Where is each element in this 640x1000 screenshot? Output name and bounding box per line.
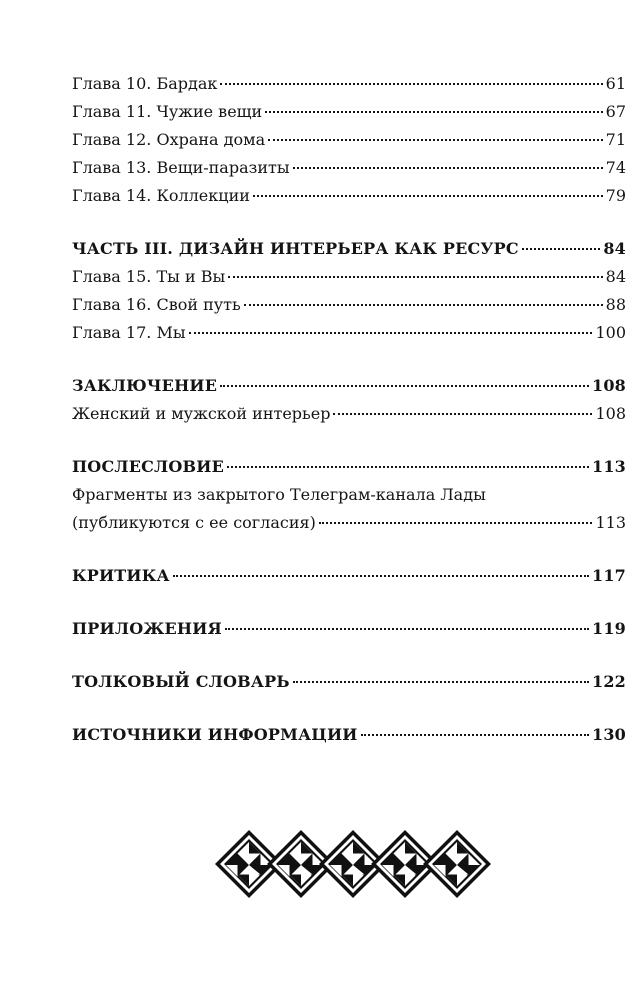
toc-entry-page: 108 (592, 376, 626, 395)
dot-leader (189, 332, 593, 334)
toc-entry-page: 122 (592, 672, 626, 691)
toc-entry-title: Глава 12. Охрана дома (72, 130, 266, 149)
dot-leader (522, 248, 601, 250)
toc-entry-page: 79 (605, 186, 626, 205)
toc-entry-title: ПОСЛЕСЛОВИЕ (72, 457, 224, 476)
toc-entry-page: 74 (605, 158, 626, 177)
toc-entry-chapter-15 (72, 263, 626, 291)
dot-leader (227, 466, 589, 468)
toc-entry-title: Глава 17. Мы (72, 323, 186, 342)
table-of-contents (72, 70, 626, 749)
toc-entry-chapter-10 (72, 70, 626, 98)
toc-entry-conclusion (72, 372, 626, 400)
toc-entry-chapter-13 (72, 154, 626, 182)
toc-entry-title: ПРИЛОЖЕНИЯ (72, 619, 222, 638)
toc-entry-title: Глава 16. Свой путь (72, 295, 241, 314)
toc-entry-page: 130 (592, 725, 626, 744)
toc-entry-sources (72, 721, 626, 749)
toc-entry-part-3 (72, 235, 626, 263)
toc-entry-page: 113 (595, 513, 626, 532)
toc-entry-title: Глава 14. Коллекции (72, 186, 250, 205)
toc-entry-chapter-16 (72, 291, 626, 319)
dot-leader (220, 83, 602, 85)
dot-leader (244, 304, 603, 306)
dot-leader (333, 413, 592, 415)
ornament-tile (423, 830, 491, 898)
toc-entry-page: 67 (605, 102, 626, 121)
toc-entry-page: 84 (605, 267, 626, 286)
toc-entry-page: 84 (603, 239, 626, 258)
toc-entry-title: (публикуются с ее согласия) (72, 513, 316, 532)
toc-entry-glossary (72, 668, 626, 696)
toc-entry-chapter-11 (72, 98, 626, 126)
dot-leader (293, 681, 589, 683)
toc-entry-title: Женский и мужской интерьер (72, 404, 331, 423)
diamond-checker-ornament-icon (215, 828, 493, 900)
toc-entry-title: ТОЛКОВЫЙ СЛОВАРЬ (72, 672, 290, 691)
dot-leader (173, 575, 589, 577)
toc-entry-afterword-sub (72, 509, 626, 537)
toc-entry-title: ЧАСТЬ III. ДИЗАЙН ИНТЕРЬЕРА КАК РЕСУРС (72, 239, 519, 258)
toc-entry-title: Глава 13. Вещи-паразиты (72, 158, 290, 177)
toc-entry-page: 100 (595, 323, 626, 342)
toc-entry-title: Глава 11. Чужие вещи (72, 102, 263, 121)
toc-entry-chapter-17 (72, 319, 626, 347)
toc-entry-critique (72, 562, 626, 590)
dot-leader (220, 385, 589, 387)
toc-entry-page: 88 (605, 295, 626, 314)
dot-leader (361, 734, 589, 736)
toc-entry-afterword-sub-line1: Фрагменты из закрытого Телеграм-канала Лады (72, 485, 486, 504)
toc-entry-page: 71 (605, 130, 626, 149)
toc-entry-page: 108 (595, 404, 626, 423)
dot-leader (228, 276, 602, 278)
dot-leader (265, 111, 602, 113)
toc-entry-page: 61 (605, 74, 626, 93)
toc-entry-title: Глава 15. Ты и Вы (72, 267, 226, 286)
dot-leader (253, 195, 603, 197)
toc-entry-chapter-12 (72, 126, 626, 154)
dot-leader (293, 167, 603, 169)
toc-entry-conclusion-sub (72, 400, 626, 428)
dot-leader (268, 139, 603, 141)
toc-entry-title: Глава 10. Бардак (72, 74, 218, 93)
toc-entry-afterword (72, 453, 626, 481)
toc-entry-appendices (72, 615, 626, 643)
dot-leader (225, 628, 589, 630)
toc-entry-title: ЗАКЛЮЧЕНИЕ (72, 376, 218, 395)
toc-entry-page: 113 (592, 457, 626, 476)
toc-entry-title: КРИТИКА (72, 566, 170, 585)
toc-entry-title: ИСТОЧНИКИ ИНФОРМАЦИИ (72, 725, 358, 744)
toc-entry-page: 119 (592, 619, 626, 638)
toc-entry-chapter-14 (72, 182, 626, 210)
dot-leader (319, 522, 593, 524)
toc-entry-page: 117 (592, 566, 626, 585)
